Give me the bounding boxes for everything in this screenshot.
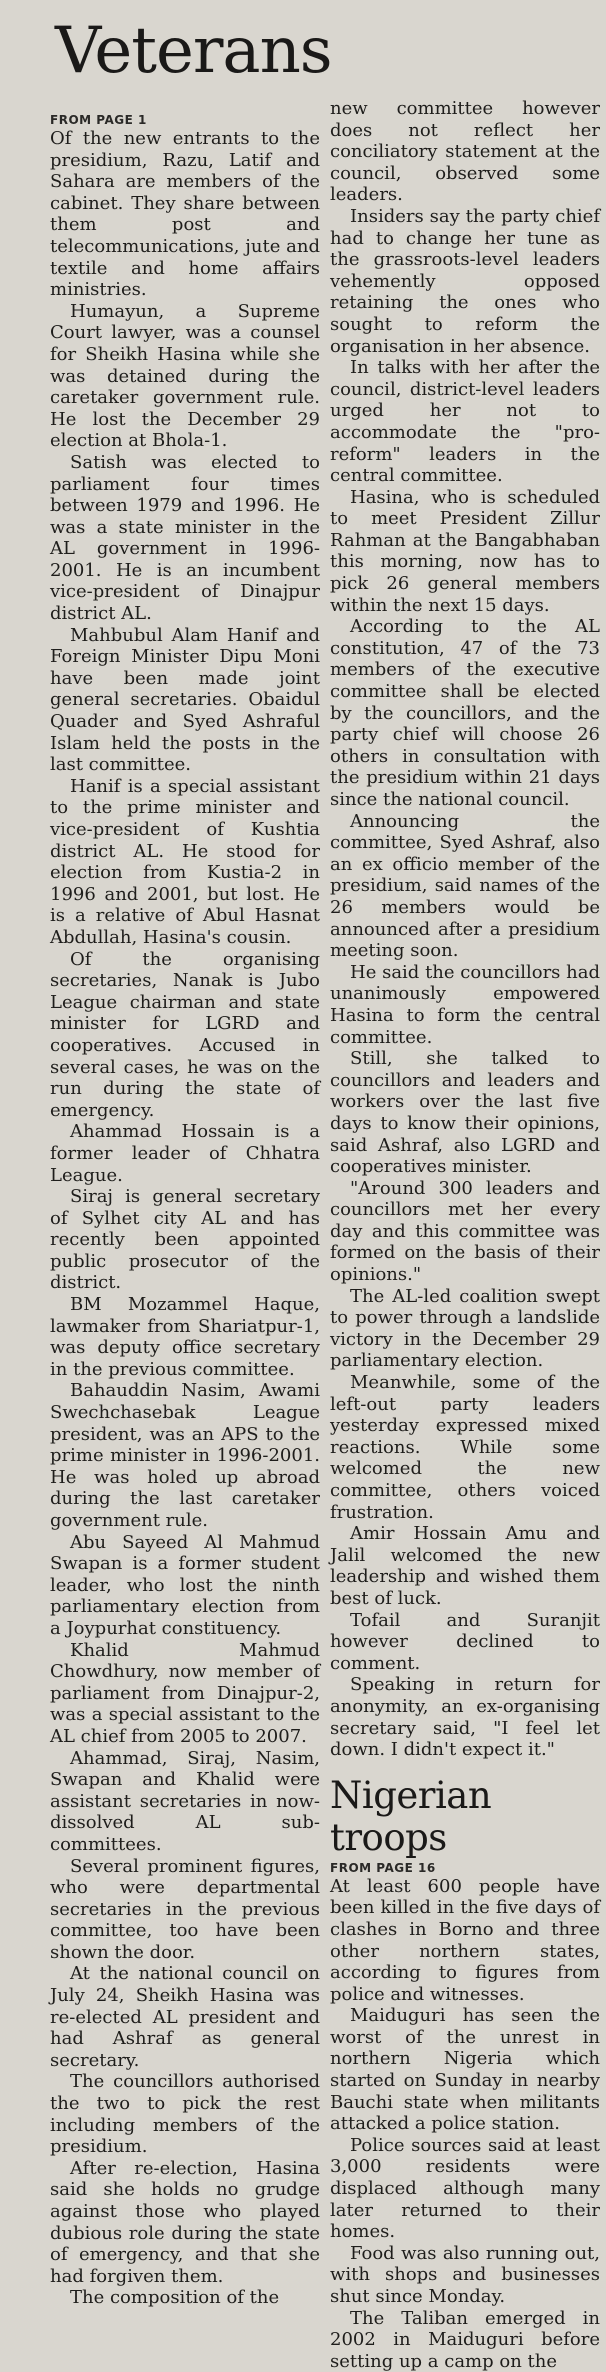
body-paragraph: Insiders say the party chief had to change her tune as the grassroots-level leaders vehemently opposed retaining the ones who sought to reform the organisation in her absence. <box>330 205 600 357</box>
body-paragraph: At the national council on July 24, Sheikh Hasina was re-elected AL president and had Ashraf as general secretary. <box>50 1963 320 2071</box>
body-paragraph: Food was also running out, with shops and businesses shut since Monday. <box>330 2242 600 2307</box>
body-paragraph: After re-election, Hasina said she holds no grudge against those who played dubious role during the state of emergency, and that she had forgiven them. <box>50 2157 320 2287</box>
body-paragraph: Humayun, a Supreme Court lawyer, was a counsel for Sheikh Hasina while she was detained during the caretaker government rule. He lost the December 29 election at Bhola-1. <box>50 300 320 452</box>
article-headline-nigerian-troops: Nigerian troops <box>330 1773 492 1859</box>
body-paragraph: Mahbubul Alam Hanif and Foreign Minister Dipu Moni have been made joint general secretaries. Obaidul Quader and Syed Ashraful Islam held the posts in the last committee. <box>50 624 320 776</box>
body-paragraph: The Taliban emerged in 2002 in Maiduguri before setting up a camp on the <box>330 2307 600 2372</box>
body-paragraph: He said the councillors had unanimously empowered Hasina to form the central committee. <box>330 961 600 1048</box>
body-paragraph: Speaking in return for anonymity, an ex-organising secretary said, "I feel let down. I didn't expect it." <box>330 1674 600 1761</box>
body-paragraph: Ahammad Hossain is a former leader of Chhatra League. <box>50 1121 320 1186</box>
kicker-from-page-1: FROM PAGE 1 <box>50 113 147 127</box>
body-paragraph: Siraj is general secretary of Sylhet city AL and has recently been appointed public prosecutor of the district. <box>50 1186 320 1294</box>
body-paragraph: Ahammad, Siraj, Nasim, Swapan and Khalid were assistant secretaries in now-dissolved AL sub-committees. <box>50 1747 320 1855</box>
left-column <box>50 113 320 2309</box>
body-paragraph: The composition of the <box>70 2287 280 2309</box>
body-paragraph: Hanif is a special assistant to the prime minister and vice-president of Kushtia district AL. He stood for election from Kustia-2 in 1996 and 2001, but lost. He is a relative of Abul Hasnat Abdullah, Hasina's cousin. <box>50 775 320 948</box>
body-paragraph: In talks with her after the council, district-level leaders urged her not to accommodate the "pro-reform" leaders in the central committee. <box>330 357 600 487</box>
kicker-from-page-16: FROM PAGE 16 <box>330 1860 436 1875</box>
body-paragraph: Tofail and Suranjit however declined to comment. <box>330 1609 600 1674</box>
body-paragraph: Meanwhile, some of the left-out party leaders yesterday expressed mixed reactions. While some welcomed the new committee, others voiced frustration. <box>330 1372 600 1523</box>
body-paragraph: Khalid Mahmud Chowdhury, now member of parliament from Dinajpur-2, was a special assistant to the AL chief from 2005 to 2007. <box>50 1639 320 1747</box>
article-headline-veterans: Veterans <box>55 14 332 88</box>
body-paragraph: The councillors authorised the two to pick the rest including members of the presidium. <box>50 2071 320 2158</box>
body-paragraph: Police sources said at least 3,000 residents were displaced although many later returned to their homes. <box>330 2134 600 2243</box>
body-paragraph: Satish was elected to parliament four times between 1979 and 1996. He was a state minister in the AL government in 1996-2001. He is an incumbent vice-president of Dinajpur district AL. <box>50 451 320 625</box>
body-paragraph: BM Mozammel Haque, lawmaker from Shariatpur-1, was deputy office secretary in the previous committee. <box>50 1294 320 1380</box>
body-paragraph: At least 600 people have been killed in the five days of clashes in Borno and three other northern states, according to figures from police and witnesses. <box>330 1875 600 2005</box>
body-paragraph: new committee however does not reflect her conciliatory statement at the council, observed some leaders. <box>330 98 600 206</box>
body-paragraph: Bahauddin Nasim, Awami Swechchasebak League president, was an APS to the prime minister in 1996-2001. He was holed up abroad during the last caretaker government rule. <box>50 1380 320 1531</box>
right-column <box>330 98 600 2372</box>
body-paragraph: According to the AL constitution, 47 of the 73 members of the executive committee shall be elected by the councillors, and the party chief will choose 26 others in consultation with the presidium within 21 days since the national council. <box>330 616 600 810</box>
body-paragraph: Several prominent figures, who were departmental secretaries in the previous committee, too have been shown the door. <box>50 1855 320 1963</box>
body-paragraph: The AL-led coalition swept to power through a landslide victory in the December 29 parliamentary election. <box>330 1285 600 1372</box>
body-paragraph: Of the organising secretaries, Nanak is Jubo League chairman and state minister for LGRD and cooperatives. Accused in several cases, he was on the run during the state of emergency. <box>50 948 320 1121</box>
body-paragraph: Still, she talked to councillors and leaders and workers over the last five days to know their opinions, said Ashraf, also LGRD and cooperatives minister. <box>330 1048 600 1178</box>
body-paragraph: Maiduguri has seen the worst of the unrest in northern Nigeria which started on Sunday in nearby Bauchi state when militants attacked a police station. <box>330 2005 600 2135</box>
body-paragraph: "Around 300 leaders and councillors met her every day and this committee was formed on the basis of their opinions." <box>330 1177 600 1286</box>
body-paragraph: Amir Hossain Amu and Jalil welcomed the new leadership and wished them best of luck. <box>330 1523 600 1609</box>
body-paragraph: Abu Sayeed Al Mahmud Swapan is a former student leader, who lost the ninth parliamentary election from a Joypurhat constituency. <box>50 1531 320 1639</box>
body-paragraph: Hasina, who is scheduled to meet President Zillur Rahman at the Bangabhaban this morning, now has to pick 26 general members within the next 15 days. <box>330 486 600 616</box>
body-paragraph: Announcing the committee, Syed Ashraf, also an ex officio member of the presidium, said names of the 26 members would be announced after a presidium meeting soon. <box>330 810 600 962</box>
body-paragraph: Of the new entrants to the presidium, Razu, Latif and Sahara are members of the cabinet. They share between them post and telecommunications, jute and textile and home affairs ministries. <box>50 128 320 301</box>
